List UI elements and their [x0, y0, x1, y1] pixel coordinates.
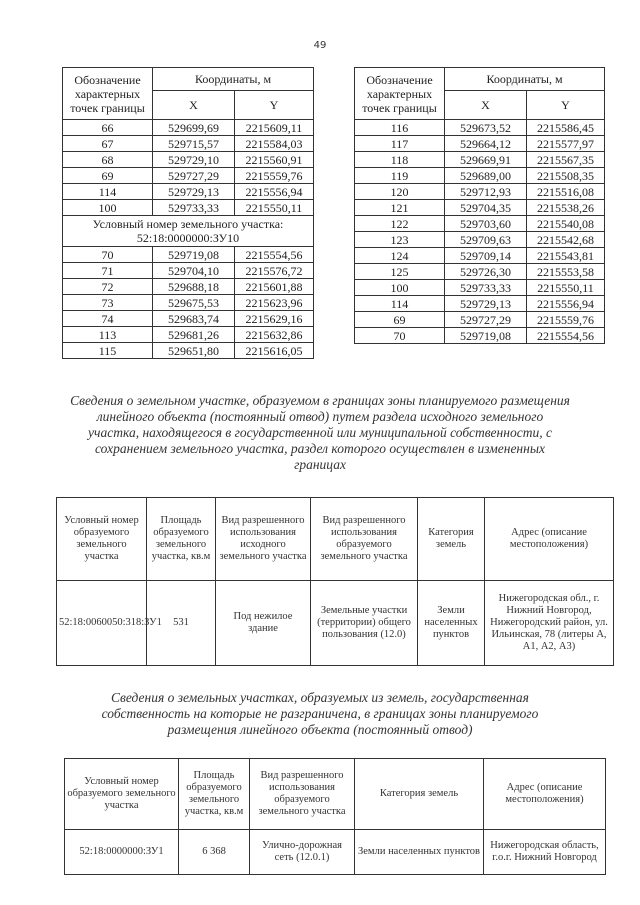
y-coordinate: 2215601,88: [235, 279, 314, 295]
x-coordinate: 529688,18: [153, 279, 235, 295]
x-coordinate: 529651,80: [153, 343, 235, 359]
y-coordinate: 2215553,58: [527, 264, 605, 280]
new-use-header: Вид разрешенного использования образуемого земельного участка: [311, 498, 418, 581]
coordinate-row: [63, 295, 314, 311]
new-use-cell: Земельные участки (территории) общего пользования (12.0): [311, 581, 418, 666]
point-id: 123: [355, 232, 445, 248]
parcel-area-header: Площадь образуемого земельного участка, кв.м: [179, 759, 250, 830]
point-id: 114: [355, 296, 445, 312]
y-coordinate: 2215550,11: [527, 280, 605, 296]
x-coordinate: 529727,29: [445, 312, 527, 328]
x-coordinate: 529703,60: [445, 216, 527, 232]
parcel-number-header: Условный номер образуемого земельного участка: [65, 759, 179, 830]
point-id: 72: [63, 279, 153, 295]
coordinate-row: [63, 247, 314, 263]
coordinate-row: [355, 168, 605, 184]
point-id: 122: [355, 216, 445, 232]
x-coordinate: 529704,35: [445, 200, 527, 216]
coordinate-row: [63, 152, 314, 168]
point-id: 67: [63, 136, 153, 152]
point-id: 121: [355, 200, 445, 216]
coordinate-row: [63, 184, 314, 200]
address-cell: Нижегородская обл., г. Нижний Новгород, Нижегородский район, ул. Ильинская, 78 (литеры А, А1, А2, А3): [485, 581, 614, 666]
address-header: Адрес (описание местоположения): [484, 759, 606, 830]
coordinate-row: [355, 296, 605, 312]
y-coordinate: 2215554,56: [527, 328, 605, 344]
land-category-header: Категория земель: [418, 498, 485, 581]
coordinates-header: Координаты, м: [445, 68, 605, 91]
x-coordinate: 529729,10: [153, 152, 235, 168]
land-category-cell: Земли населенных пунктов: [355, 830, 484, 875]
coordinate-row: [355, 264, 605, 280]
y-coordinate: 2215538,26: [527, 200, 605, 216]
x-coordinate: 529664,12: [445, 136, 527, 152]
land-category-cell: Земли населенных пунктов: [418, 581, 485, 666]
y-coordinate: 2215550,11: [235, 200, 314, 216]
y-coordinate: 2215576,72: [235, 263, 314, 279]
x-coordinate: 529729,13: [445, 296, 527, 312]
point-id: 69: [355, 312, 445, 328]
coordinate-row: [355, 280, 605, 296]
original-use-header: Вид разрешенного использования исходного земельного участка: [216, 498, 311, 581]
y-coordinate: 2215560,91: [235, 152, 314, 168]
x-coordinate: 529715,57: [153, 136, 235, 152]
section-2-heading: Сведения о земельных участках, образуемых из земель, государственная собственность на которые не разграничена, в границах зоны планируемого размещения линейного объекта (постоянный отвод): [101, 690, 539, 737]
coordinates-table-left: [62, 67, 314, 359]
y-coordinate: 2215554,56: [235, 247, 314, 263]
y-coordinate: 2215632,86: [235, 327, 314, 343]
x-coordinate: 529673,52: [445, 120, 527, 136]
x-coordinate: 529699,69: [153, 120, 235, 136]
y-coordinate: 2215516,08: [527, 184, 605, 200]
point-id: 118: [355, 152, 445, 168]
y-coordinate: 2215629,16: [235, 311, 314, 327]
coordinates-header: Координаты, м: [153, 68, 314, 91]
point-id: 100: [63, 200, 153, 216]
y-coordinate: 2215584,03: [235, 136, 314, 152]
coordinate-row: [63, 311, 314, 327]
y-coordinate: 2215508,35: [527, 168, 605, 184]
x-coordinate: 529733,33: [153, 200, 235, 216]
y-coordinate: 2215559,76: [235, 168, 314, 184]
page-number: 49: [313, 40, 327, 51]
coordinate-row: [355, 312, 605, 328]
point-id: 116: [355, 120, 445, 136]
point-id: 69: [63, 168, 153, 184]
x-coordinate: 529709,63: [445, 232, 527, 248]
coordinate-row: [355, 232, 605, 248]
parcel-subheader: Условный номер земельного участка: 52:18:0000000:ЗУ10: [63, 216, 314, 247]
section-1-heading: Сведения о земельном участке, образуемом в границах зоны планируемого размещения линейного объекта (постоянный отвод) путем раздела исходного земельного участка, находящегося в государственной или муниципальной собственности, с сохранением земельного участка, раздел которого осуществлен в измененных границах: [70, 393, 570, 472]
x-coordinate: 529709,14: [445, 248, 527, 264]
point-id: 100: [355, 280, 445, 296]
point-id: 124: [355, 248, 445, 264]
x-coordinate: 529719,08: [153, 247, 235, 263]
point-id: 66: [63, 120, 153, 136]
coordinate-row: [355, 200, 605, 216]
point-id: 70: [63, 247, 153, 263]
point-id: 70: [355, 328, 445, 344]
x-coordinate: 529727,29: [153, 168, 235, 184]
coordinate-row: [63, 343, 314, 359]
original-use-cell: Под нежилое здание: [216, 581, 311, 666]
table-row: [65, 830, 606, 875]
x-coordinate: 529669,91: [445, 152, 527, 168]
coordinate-row: [63, 136, 314, 152]
point-id: 113: [63, 327, 153, 343]
parcel-number-cell: 52:18:0000000:ЗУ1: [65, 830, 179, 875]
coordinate-row: [355, 216, 605, 232]
y-coordinate: 2215542,68: [527, 232, 605, 248]
coordinate-row: [355, 136, 605, 152]
x-coordinate: 529733,33: [445, 280, 527, 296]
point-id: 68: [63, 152, 153, 168]
parcel-info-table: [56, 497, 614, 666]
designation-header: Обозначение характерных точек границы: [63, 68, 153, 120]
x-coordinate: 529681,26: [153, 327, 235, 343]
y-coordinate: 2215577,97: [527, 136, 605, 152]
point-id: 125: [355, 264, 445, 280]
x-header: X: [445, 91, 527, 120]
coordinates-table-right: [354, 67, 605, 344]
new-use-cell: Улично-дорожная сеть (12.0.1): [250, 830, 355, 875]
coordinate-row: [63, 263, 314, 279]
x-coordinate: 529712,93: [445, 184, 527, 200]
y-coordinate: 2215609,11: [235, 120, 314, 136]
point-id: 74: [63, 311, 153, 327]
coordinate-row: [355, 184, 605, 200]
coordinate-row: [355, 248, 605, 264]
y-coordinate: 2215556,94: [527, 296, 605, 312]
parcel-area-cell: 531: [147, 581, 216, 666]
y-header: Y: [527, 91, 605, 120]
y-coordinate: 2215540,08: [527, 216, 605, 232]
x-coordinate: 529729,13: [153, 184, 235, 200]
point-id: 119: [355, 168, 445, 184]
y-coordinate: 2215567,35: [527, 152, 605, 168]
parcel-number-header: Условный номер образуемого земельного участка: [57, 498, 147, 581]
y-coordinate: 2215559,76: [527, 312, 605, 328]
x-coordinate: 529726,30: [445, 264, 527, 280]
point-id: 114: [63, 184, 153, 200]
coordinate-row: [355, 120, 605, 136]
coordinate-row: [63, 279, 314, 295]
new-parcels-table: [64, 758, 606, 875]
point-id: 115: [63, 343, 153, 359]
land-category-header: Категория земель: [355, 759, 484, 830]
coordinate-row: [63, 168, 314, 184]
y-coordinate: 2215616,05: [235, 343, 314, 359]
y-header: Y: [235, 91, 314, 120]
y-coordinate: 2215543,81: [527, 248, 605, 264]
point-id: 117: [355, 136, 445, 152]
table-row: [57, 581, 614, 666]
y-coordinate: 2215556,94: [235, 184, 314, 200]
x-coordinate: 529683,74: [153, 311, 235, 327]
parcel-area-cell: 6 368: [179, 830, 250, 875]
coordinate-row: [355, 152, 605, 168]
address-header: Адрес (описание местоположения): [485, 498, 614, 581]
x-coordinate: 529689,00: [445, 168, 527, 184]
y-coordinate: 2215586,45: [527, 120, 605, 136]
parcel-number-cell: 52:18:0060050:318:ЗУ1: [57, 581, 147, 666]
address-cell: Нижегородская область, г.о.г. Нижний Новгород: [484, 830, 606, 875]
parcel-area-header: Площадь образуемого земельного участка, кв.м: [147, 498, 216, 581]
x-coordinate: 529675,53: [153, 295, 235, 311]
new-use-header: Вид разрешенного использования образуемого земельного участка: [250, 759, 355, 830]
coordinate-row: [355, 328, 605, 344]
coordinate-row: [63, 120, 314, 136]
point-id: 73: [63, 295, 153, 311]
point-id: 120: [355, 184, 445, 200]
x-coordinate: 529704,10: [153, 263, 235, 279]
designation-header: Обозначение характерных точек границы: [355, 68, 445, 120]
coordinate-row: [63, 327, 314, 343]
coordinate-row: [63, 200, 314, 216]
point-id: 71: [63, 263, 153, 279]
x-coordinate: 529719,08: [445, 328, 527, 344]
x-header: X: [153, 91, 235, 120]
y-coordinate: 2215623,96: [235, 295, 314, 311]
